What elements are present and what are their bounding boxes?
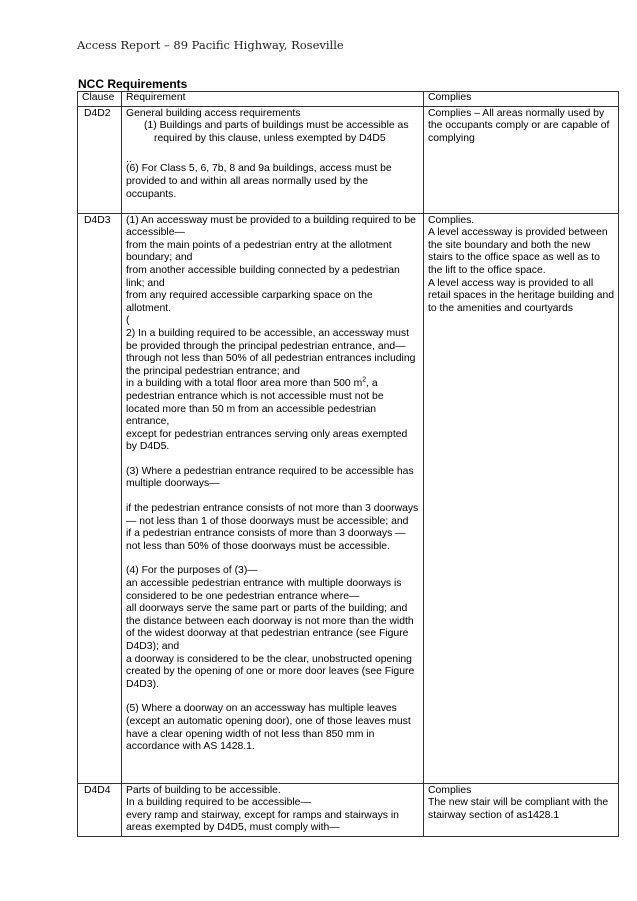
requirement-cell	[122, 106, 424, 213]
clause-cell: D4D2	[78, 106, 122, 213]
requirement-text: (4) For the purposes of (3)—	[126, 565, 258, 577]
requirement-text: a doorway is considered to be the clear, unobstructed opening created by the opening of one or more door leaves (see Figure D4D3).	[126, 653, 415, 690]
complies-text: A level accessway is provided between the site boundary and both the new stairs to the office space as well as to the lift to the office space.	[428, 227, 608, 276]
requirement-text: (6) For Class 5, 6, 7b, 8 and 9a buildings, access must be provided to and within all areas normally used by the occupants.	[126, 163, 392, 200]
requirement-text: (5) Where a doorway on an accessway has multiple leaves (except an automatic opening door), one of those leaves must have a clear opening width of not less than 850 mm in accordance with AS 1428.1.	[126, 703, 411, 753]
requirement-cell	[122, 213, 424, 783]
complies-cell	[424, 213, 619, 783]
requirement-text: (3) Where a pedestrian entrance required to be accessible has multiple doorways—	[126, 465, 414, 490]
complies-cell	[424, 106, 619, 213]
page-header: Access Report – 89 Pacific Highway, Roseville	[77, 38, 344, 52]
requirement-cell	[122, 783, 424, 836]
requirement-text: through not less than 50% of all pedestrian entrances including the principal pedestrian entrance; and	[126, 353, 416, 377]
requirement-text: if the pedestrian entrance consists of not more than 3 doorways — not less than 1 of those doorways must be accessible; and	[126, 503, 419, 527]
requirement-text: every ramp and stairway, except for ramps and stairways in areas exempted by D4D5, must comply with—	[126, 809, 399, 834]
requirement-text: from the main points of a pedestrian entry at the allotment boundary; and	[126, 239, 392, 264]
requirement-text: General building access requirements	[126, 107, 301, 119]
complies-text: The new stair will be compliant with the stairway section of as1428.1	[428, 797, 609, 821]
requirement-text: all doorways serve the same part or parts of the building; and	[126, 603, 408, 615]
complies-text: Complies.	[428, 214, 475, 226]
requirement-text: the distance between each doorway is not more than the width of the widest doorway at that pedestrian entrance (see Figure D4D3); and	[126, 615, 414, 652]
requirement-text: if a pedestrian entrance consists of more than 3 doorways — not less than 50% of those doorways must be accessible.	[126, 528, 406, 552]
requirement-text: (1) An accessway must be provided to a building required to be accessible—	[126, 214, 416, 239]
requirement-text: except for pedestrian entrances serving only areas exempted by D4D5.	[126, 428, 408, 453]
complies-text: A level access way is provided to all retail spaces in the heritage building and to the amenities and courtyards	[428, 277, 615, 314]
requirement-text: Parts of building to be accessible.	[126, 784, 281, 796]
table-row	[78, 213, 619, 783]
table-header-row	[78, 92, 619, 107]
complies-text: Complies – All areas normally used by the occupants comply or are capable of complying	[428, 107, 610, 144]
requirement-text-part: , a pedestrian entrance which is not accessible must not be located more than 50 m from an accessible pedestrian entrance,	[126, 378, 384, 428]
requirement-text: from any required accessible carparking space on the allotment.	[126, 290, 373, 314]
table-row	[78, 106, 619, 213]
requirement-text: In a building required to be accessible—	[126, 797, 311, 809]
requirement-text: an accessible pedestrian entrance with multiple doorways is considered to be one pedestrian entrance where—	[126, 578, 402, 602]
header-requirement: Requirement	[122, 92, 424, 107]
requirement-text: 2) In a building required to be accessible, an accessway must be provided through the principal pedestrian entrance, and—	[126, 327, 410, 352]
clause-cell: D4D4	[78, 783, 122, 836]
header-complies: Complies	[424, 92, 619, 107]
requirement-text: (	[126, 315, 130, 327]
complies-text: Complies	[428, 784, 472, 796]
clause-cell: D4D3	[78, 213, 122, 783]
requirement-text: (1) Buildings and parts of buildings must be accessible as required by this clause, unless exempted by D4D5	[144, 120, 409, 144]
requirement-text	[126, 378, 419, 428]
superscript: 2	[362, 376, 367, 384]
table-row	[78, 783, 619, 836]
header-clause: Clause	[78, 92, 122, 107]
ellipsis-text: ..	[126, 154, 132, 166]
complies-cell	[424, 783, 619, 836]
requirement-text: from another accessible building connected by a pedestrian link; and	[126, 264, 400, 289]
ncc-requirements-table	[77, 91, 619, 837]
requirement-text-part: in a building with a total floor area more than 500 m	[126, 378, 363, 390]
section-title: NCC Requirements	[78, 77, 188, 91]
